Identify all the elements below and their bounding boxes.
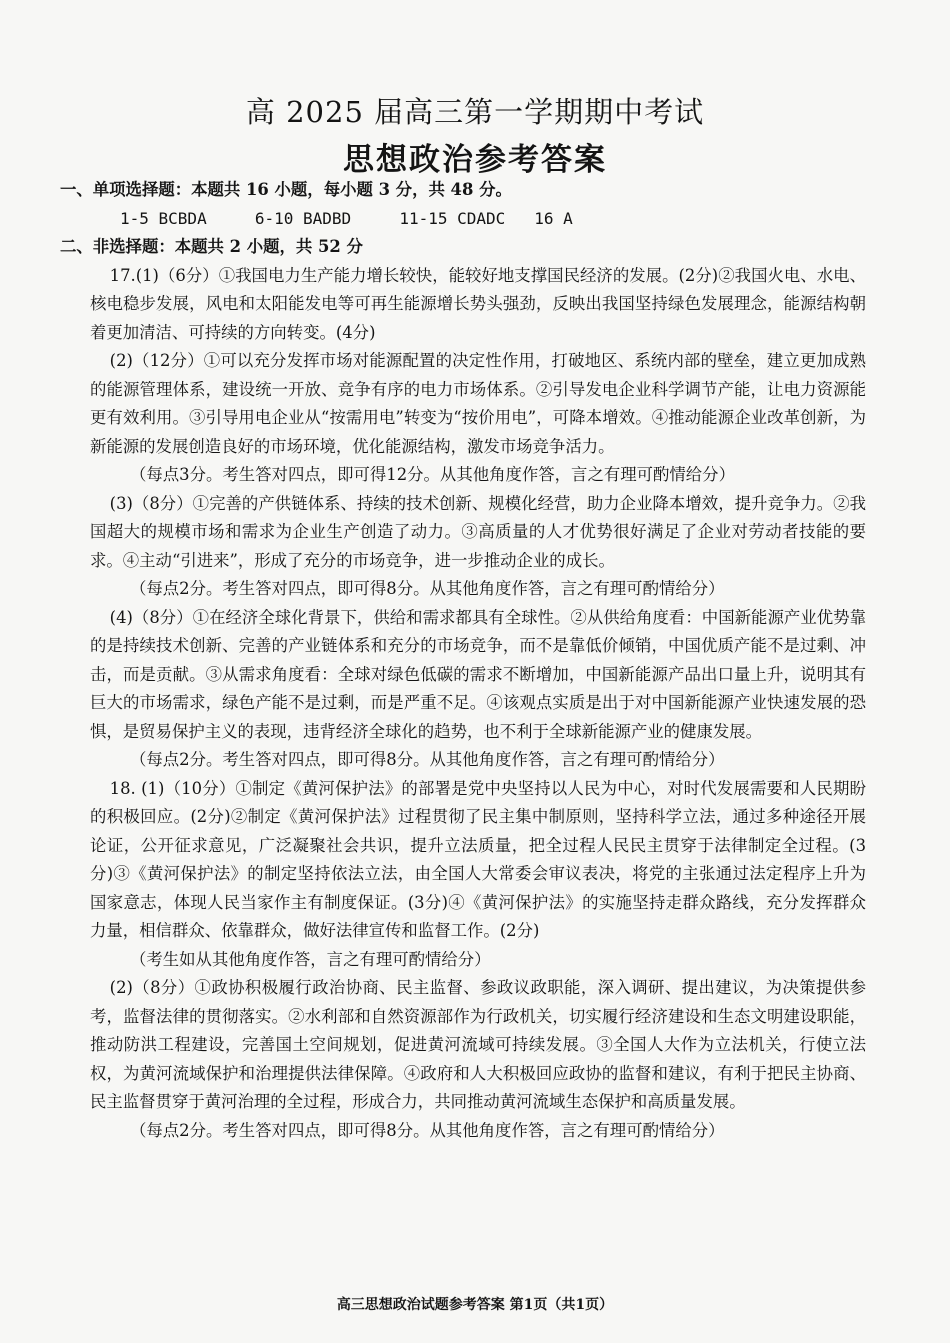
exam-title: 高 2025 届高三第一学期期中考试 [245,95,705,129]
q17-part2: (2)（12分）①可以充分发挥市场对能源配置的决定性作用，打破地区、系统内部的壁垒，建立更加成熟的能源管理体系，建设统一开放、竞争有序的电力市场体系。②引导发电企业科学调节产能，让电力资源能更有效利用。③引导用电企业从“按需用电”转变为“按价用电”，可降本增效。④推动能源企业改革创新，为新能源的发展创造良好的市场环境，优化能源结构，激发市场竞争活力。 [90,351,866,456]
q18-part2: (2)（8分）①政协积极履行政治协商、民主监督、参政议政职能，深入调研、提出建议，为决策提供参考，监督法律的贯彻落实。②水利部和自然资源部作为行政机关，切实履行经济建设和生态文明建设职能，推动防洪工程建设，完善国土空间规划，促进黄河流域可持续发展。③全国人大作为立法机关，行使立法权，为黄河流域保护和治理提供法律保障。④政府和人大积极回应政协的监督和建议，有利于把民主协商、民主监督贯穿于黄河治理的全过程，形成合力，共同推动黄河流域生态保护和高质量发展。 [90,978,866,1111]
q17-part3: (3)（8分）①完善的产供链体系、持续的技术创新、规模化经营，助力企业降本增效，提升竞争力。②我国超大的规模市场和需求为企业生产创造了动力。③高质量的人才优势很好满足了企业对劳动者技能的要求。④主动“引进来”，形成了充分的市场竞争，进一步推动企业的成长。 [90,493,866,570]
q17-part1: 17.(1)（6分）①我国电力生产能力增长较快，能较好地支撑国民经济的发展。(2分)②我国火电、水电、核电稳步发展，风电和太阳能发电等可再生能源增长势头强劲，反映出我国坚持绿色发展理念，能源结构朝着更加清洁、可持续的方向转变。(4分) [90,265,866,342]
section1-heading: 一、单项选择题：本题共 16 小题，每小题 3 分，共 48 分。 [60,180,512,199]
q17-part3-note: （每点2分。考生答对四点，即可得8分。从其他角度作答，言之有理可酌情给分） [130,579,725,598]
exam-subtitle: 思想政治参考答案 [343,142,607,178]
choice-answers: 1-5 BCBDA 6-10 BADBD 11-15 CDADC 16 A [120,208,573,228]
q17-part4-note: （每点2分。考生答对四点，即可得8分。从其他角度作答，言之有理可酌情给分） [130,750,725,769]
q18-part1-note: （考生如从其他角度作答，言之有理可酌情给分） [130,949,491,969]
q18-part2-note: （每点2分。考生答对四点，即可得8分。从其他角度作答，言之有理可酌情给分） [130,1120,725,1140]
q17-part2-note: （每点3分。考生答对四点，即可得12分。从其他角度作答，言之有理可酌情给分） [130,465,735,484]
page-footer: 高三思想政治试题参考答案 第1页（共1页） [336,1297,614,1313]
q18-part1: 18. (1)（10分）①制定《黄河保护法》的部署是党中央坚持以人民为中心，对时代发展需要和人民期盼的积极回应。(2分)②制定《黄河保护法》过程贯彻了民主集中制原则，坚持科学立法，通过多种途径开展论证，公开征求意见，广泛凝聚社会共识，提升立法质量，把全过程人民民主贯穿于法律制定全过程。(3分)③《黄河保护法》的制定坚持依法立法，由全国人大常委会审议表决，将党的主张通过法定程序上升为国家意志，体现人民当家作主有制度保证。(3分)④《黄河保护法》的实施坚持走群众路线，充分发挥群众力量，相信群众、依靠群众，做好法律宣传和监督工作。(2分) [90,778,866,940]
section2-heading: 二、非选择题：本题共 2 小题，共 52 分 [60,237,363,256]
answer-body [60,176,866,1145]
q17-part4: (4)（8分）①在经济全球化背景下，供给和需求都具有全球性。②从供给角度看：中国新能源产业优势靠的是持续技术创新、完善的产业链体系和充分的市场竞争，而不是靠低价倾销，中国优质产能不是过剩、冲击，而是贡献。③从需求角度看：全球对绿色低碳的需求不断增加，中国新能源产品出口量上升，说明其有巨大的市场需求，绿色产能不是过剩，而是严重不足。④该观点实质是出于对中国新能源产业快速发展的恐惧，是贸易保护主义的表现，违背经济全球化的趋势，也不利于全球新能源产业的健康发展。 [90,607,866,741]
